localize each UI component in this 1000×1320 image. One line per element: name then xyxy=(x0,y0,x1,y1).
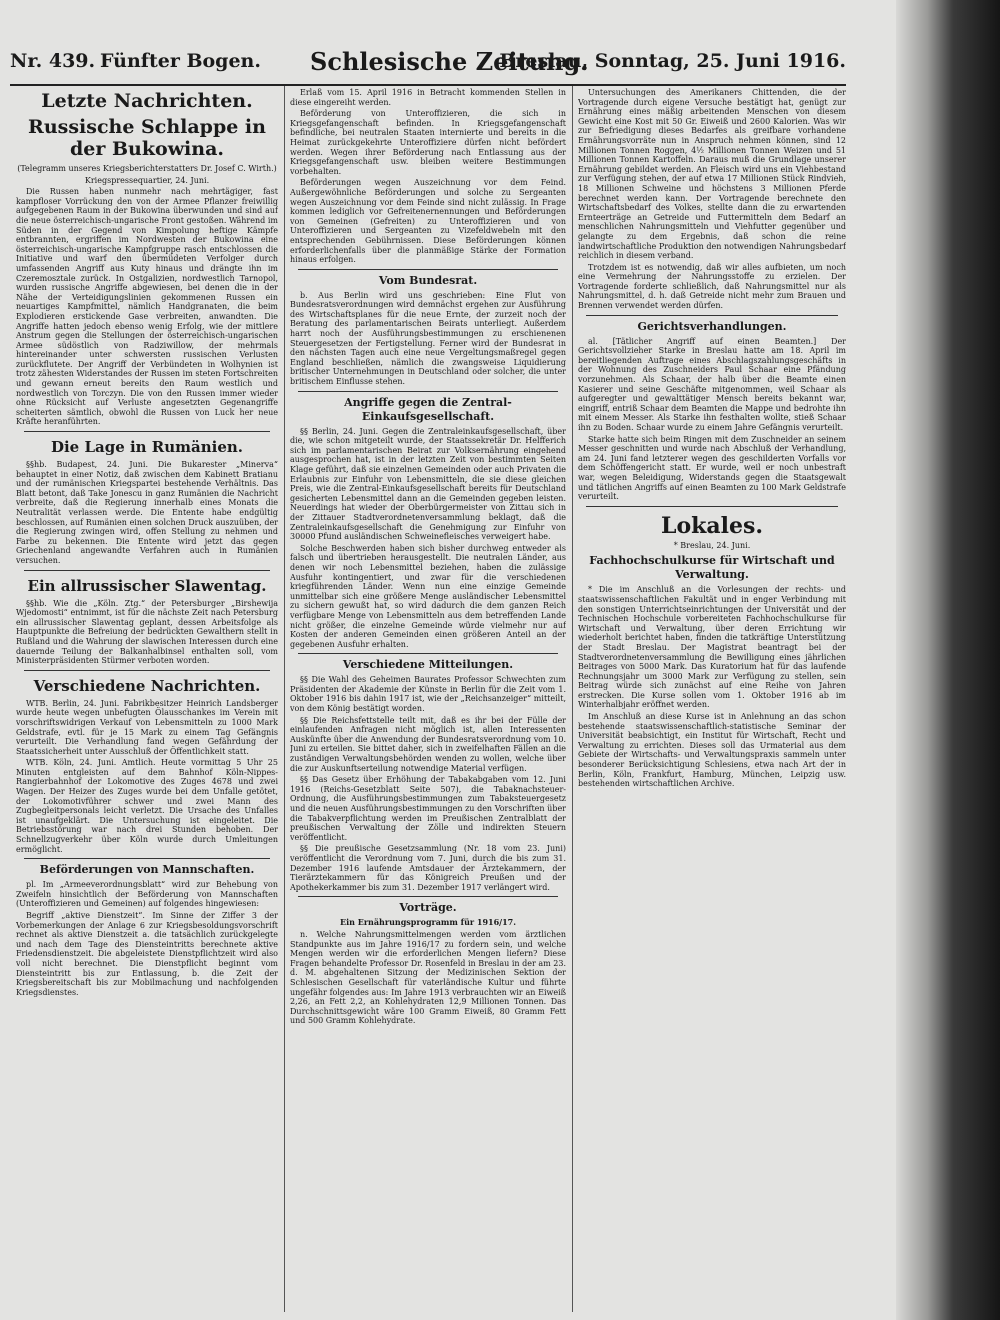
article-paragraph: Solche Beschwerden haben sich bisher durchweg entweder als falsch und übertrieben herausgestellt. Die neutralen Länder, aus denen wir noch Lebensmittel beziehen, haben die zulässige Ausfuhr kontingentiert, und zwar für die verschiedenen kriegführenden Länder. Wenn nun eine einzige Gemeinde unmittelbar sich eine größere Menge ausländischer Lebensmittel zu sichern gewußt hat, so wird dadurch die dem ganzen Reich verfügbare Menge von Lebensmitteln aus dem betreffenden Lande nicht größer, die einzelne Gemeinde würde vielmehr nur auf Kosten der anderen Gemeinden einen größeren Anteil an der gegebenen Ausfuhr erhalten. xyxy=(290,543,566,649)
article-paragraph: pl. Im „Armeeverordnungsblatt“ wird zur Behebung von Zweifeln hinsichtlich der Beförderung von Mannschaften (Unteroffizieren und Gemeinen) auf folgendes hingewiesen: xyxy=(16,880,278,909)
article-paragraph: WTB. Berlin, 24. Juni. Fabrikbesitzer Heinrich Landsberger wurde heute wegen unbefugten Ölausschankes im Verein mit vorschriftswidrigen Verkauf von Lebensmitteln zu 1000 Mark Geldstrafe, evtl. für je 15 Mark zu einem Tag Gefängnis verurteilt. Die Verhandlung fand wegen Gefährdung der Staatssicherheit unter Ausschluß der Öffentlichkeit statt. xyxy=(16,698,278,756)
article-headline: Vom Bundesrat. xyxy=(378,273,478,287)
divider xyxy=(24,431,270,432)
article-paragraph: Trotzdem ist es notwendig, daß wir alles aufbieten, um noch eine Vermehrung der Nahrungsstoffe zu erzielen. Der Vortragende forderte schließlich, daß Nahrungsmittel nur als Nahrungsmittel, d. h. daß Getreide nicht mehr zum Brauen und Brennen verwendet werden dürfen. xyxy=(578,262,846,311)
article-paragraph: §§ Die Wahl des Geheimen Baurates Professor Schwechten zum Präsidenten der Akademie der Künste in Berlin für die Zeit vom 1. Oktober 1916 bis dahin 1917 ist, wie der „Reichsanzeiger“ mitteilt, von dem König bestätigt worden. xyxy=(290,675,566,714)
divider xyxy=(298,391,558,392)
article-paragraph: Erlaß vom 15. April 1916 in Betracht kommenden Stellen in diese eingereiht werden. xyxy=(290,88,566,107)
article-paragraph: al. [Tätlicher Angriff auf einen Beamten.] Der Gerichtsvollzieher Starke in Breslau hatte am 18. April im bereitliegenden Auftrage eines Abschlagszahlungsgeschäfts in der Wohnung des Zuschneiders Paul Schaar eine Pfändung vorzunehmen. Als Schaar, der halb über die Beamte einen Kasierer und seine Geschäfte mitgenommen, weil Schaar als aufgeregter und gewalttätiger Mensch bereits bekannt war, eingriff, entriß Schaar dem Beamten die Mappe und bedrohte ihn mit einem Messer. Als Starke ihn festhalten wollte, stieß Schaar ihn zu Boden. Schaar wurde zu einem Jahre Gefängnis verurteilt. xyxy=(578,336,846,432)
masthead xyxy=(10,44,846,84)
column-rule xyxy=(284,86,285,1312)
article-paragraph: Beförderung von Unteroffizieren, die sich in Kriegsgefangenschaft befinden. In Kriegsgefangenschaft befindliche, bei neutralen Staaten internierte und bereits in die Heimat zurückgekehrte Unteroffiziere dürfen nicht befördert werden. Wegen ihrer Beförderung nach Entlassung aus der Kriegsgefangenschaft usw. bleiben weitere Bestimmungen vorbehalten. xyxy=(290,109,566,176)
divider xyxy=(298,896,558,897)
book-binding-edge xyxy=(896,0,1000,1320)
divider xyxy=(586,315,838,316)
edition-label: Fünfter Bogen. xyxy=(100,50,261,72)
masthead-rule xyxy=(10,84,846,86)
article-headline: Fachhochschulkurse für Wirtschaft und Verwaltung. xyxy=(589,554,835,582)
article-paragraph: b. Aus Berlin wird uns geschrieben: Eine Flut von Bundesratsverordnungen wird demnächst ergehen zur Ausführung des Wirtschaftsplanes für die neue Ernte, der zurzeit noch der Beratung des parlamentarischen Beirats unterliegt. Außerdem harrt noch der Ausführungsbestimmungen zu erschienenen Steuergesetzen der Fertigstellung. Ferner wird der Bundesrat in den nächsten Tagen auch eine neue Vergeltungsmaßregel gegen England beschließen, nämlich die zwangsweise Liquidierung britischer Unternehmungen in Deutschland oder solcher, die unter britischem Einflusse stehen. xyxy=(290,290,566,387)
article-headline: Ein Ernährungsprogramm für 1916/17. xyxy=(339,917,517,928)
article-paragraph: Begriff „aktive Dienstzeit“. Im Sinne der Ziffer 3 der Vorbemerkungen der Anlage 6 zur Kriegsbesoldungsvorschrift rechnet als aktive Dienstzeit a. die tatsächlich zurückgelegte und nach dem Tage des Diensteintritts berechnete aktive Friedensdienstzeit. Die abgeleistete Dienstpflichtzeit wird also voll nicht berechnet. Die Dienstpflicht beginnt vom Diensteintritt bis zur Entlassung, b. die Zeit der Kriegsbereitschaft bis zur Mobilmachung und nachfolgenden Kriegsdienstes. xyxy=(16,911,278,997)
article-paragraph: §§ Berlin, 24. Juni. Gegen die Zentraleinkaufsgesellschaft, über die, wie schon mitgeteilt wurde, der Staatssekretär Dr. Helfferich sich im parlamentarischen Beirat zur Volksernährung eingehend ausgesprochen hat, ist in der letzten Zeit von bestimmten Seiten Klage geführt, daß sie einzelnen Gemeinden oder auch Privaten die Erlaubnis zur Einfuhr von Lebensmitteln, die sie diese gleichen Preis, wie die Zentral-Einkaufsgesellschaft bereits für Deutschland gesicherten Lebensmittel dann an die Gemeinden gegeben leisten. Neuerdings hat wieder der Oberbürgermeister von Zittau sich in der Zittauer Stadtverordnetenversammlung beklagt, daß die Zentraleinkaufsgesellschaft die Genehmigung zur Einfuhr von 30000 Pfund ausländischen Schweinefleisches verweigert habe. xyxy=(290,426,566,542)
column-rule xyxy=(572,86,573,1312)
article-paragraph: Untersuchungen des Amerikaners Chittenden, die der Vortragende durch eigene Versuche bestätigt hat, genügt zur Ernährung eines mäßig arbeitenden Menschen von diesem Gewicht eine Kost mit 50 Gr. Eiweiß und 2600 Kalorien. Was wir zur Befriedigung dieses Bedarfes als greifbare vorhandene Ernährungsvorräte nun in Anspruch nehmen können, sind 12 Millionen Tonnen Roggen, 4½ Millionen Tonnen Weizen und 51 Millionen Tonnen Kartoffeln. Daraus muß die Grundlage unserer Ernährung gebildet werden. An Fleisch wird uns ein Viehbestand zur Verfügung stehen, der auf etwa 17 Millionen Stück Rindvieh, 18 Millionen Schweine und höchstens 3 Millionen Pferde berechnet werden kann. Der Vortragende berechnete den Wirtschaftsbedarf des Volkes, stellte dann die zu erwartenden Ernteerträge an Getreide und Futtermitteln dem Bedarf an menschlichen Nahrungsmitteln und Viehfutter gegenüber und gelangte zu dem Ergebnis, daß schon die reine landwirtschaftliche Produktion den notwendigen Nahrungsbedarf reichlich in diesem verband. xyxy=(578,88,846,261)
section-heading: Lokales. xyxy=(660,512,764,539)
article-paragraph: §§ Die Reichsfettstelle teilt mit, daß es ihr bei der Fülle der einlaufenden Anfragen nicht möglich ist, allen Interessenten Auskünfte über die Anwendung der Bundesratsverordnung vom 10. Juni zu erteilen. Sie bittet daher, sich in zweifelhaften Fällen an die zuständigen Verwaltungsbehörden wenden zu wollen, welche über die zur Auskunftserteilung notwendige Material verfügen. xyxy=(290,715,566,773)
divider xyxy=(586,506,838,507)
article-paragraph: §§hb. Wie die „Köln. Ztg.“ der Petersburger „Birshewija Wjedomosti“ entnimmt, ist für die nächste Zeit nach Petersburg ein allrussischer Slawentag geplant, dessen Arbeitsfolge als Hauptpunkte die Befreiung der bedrückten Gewalthern stellt in Rußland und die Wahrung der slawischen Interessen durch eine dauernde Teilung der Balkanhalbinsel enthalten soll, vom Ministerpräsidenten Stürmer verboten worden. xyxy=(16,598,278,666)
article-headline: Beförderungen von Mannschaften. xyxy=(39,863,255,877)
article-dateline: * Breslau, 24. Juni. xyxy=(673,540,751,550)
article-headline: Die Lage in Rumänien. xyxy=(50,438,244,457)
column-1 xyxy=(16,88,278,1312)
article-paragraph: * Die im Anschluß an die Vorlesungen der rechts- und staatswissenschaftlichen Fakultät und in enger Verbindung mit den sonstigen Unterrichtseinrichtungen der Universität und der Technischen Hochschule vorbereiteten Fachhochschulkurse für Wirtschaft und Verwaltung, über deren Errichtung wir wiederholt berichtet haben, finden die tatkräftige Unterstützung der Stadt Breslau. Der Magistrat beantragt bei der Stadtverordnetenversammlung die Bewilligung eines jährlichen Beitrages von 5000 Mark. Das Kuratorium hat für das laufende Rechnungsjahr um 3000 Mark zur Verfügung zu stellen, sein Beitrag würde sich zunächst auf eine Reihe von Jahren erstrecken. Die Kurse sollen vom 1. Oktober 1916 ab im Winterhalbjahr eröffnet werden. xyxy=(578,585,846,710)
telegram-note: (Telegramm unseres Kriegsberichterstatters Dr. Josef C. Wirth.) xyxy=(17,164,277,173)
divider xyxy=(298,269,558,270)
section-heading: Gerichtsverhandlungen. xyxy=(637,319,787,333)
divider xyxy=(24,570,270,571)
column-2 xyxy=(290,88,566,1312)
dateline: Breslau, Sonntag, 25. Juni 1916. xyxy=(499,50,846,72)
article-paragraph: §§hb. Budapest, 24. Juni. Die Bukarester „Minerva“ behauptet in einer Notiz, daß zwischen dem Kabinett Bratianu und der rumänischen Kriegspartei bestehende Verhältnis. Das Blatt betont, daß Take Jonescu in ganz Rumänien die Nachricht verbreite, daß die Regierung innerhalb eines Monats die Neutralität verlassen werde. Die Entente habe endgültig beschlossen, auf Rumänien einen solchen Druck auszuüben, der die Regierung zwingen wird, offen Stellung zu nehmen und Farbe zu bekennen. Die Entente wird jetzt das gegen Griechenland angewandte Verfahren auch in Rumänien versuchen. xyxy=(16,460,278,565)
article-paragraph: Die Russen haben nunmehr nach mehrtägiger, fast kampfloser Vorrückung den von der Armee Pflanzer freiwillig aufgegebenen Raum in der Bukowina überwunden und sind auf die neue österreichisch-ungarische Front gestoßen. Während im Süden in der Gegend von Kimpolung heftige Kämpfe entbrannten, ergriffen im Nordwesten der Bukowina eine österreichisch-ungarische Kampfgruppe rasch entschlossen die Initiative und warf den übermüdeten Verfolger durch umfassenden Angriff aus Kuty hinaus und drängte ihn im Czeremosztale zurück. In Ostgalizien, nordwestlich Tarnopol, wurden russische Angriffe abgewiesen, bei denen die in der Nähe der Verteidigungslinien gekommenen Russen ein neuartiges Kampfmittel, nämlich Handgranaten, die beim Explodieren erstickende Gase verbreiten, anwandten. Die Angriffe hatten jedoch ebenso wenig Erfolg, wie der mittlere Anstrum gegen die Stellungen der österreichisch-ungarischen Armee südöstlich von Radziwillow, der mehrmals hintereinander unter schwersten russischen Verlusten zurückflutete. Der Angriff der Verbündeten in Wolhynien ist trotz zähesten Widerstandes der Russen im steten Fortschreiten und gewann erneut bereits den Raum westlich und nordwestlich von Torczyn. Die von den Russen immer wieder ohne Rücksicht auf Verluste angesetzten Gegenangriffe scheiterten sämtlich, obwohl die Russen von Luck her neue Kräfte heranführten. xyxy=(16,187,278,427)
article-headline: Russische Schlappe in der Bukowina. xyxy=(28,116,266,160)
article-paragraph: n. Welche Nahrungsmittelmengen werden vom ärztlichen Standpunkte aus im Jahre 1916/17 zu fordern sein, und welche Mengen werden wir die erforderlichen Mengen liefern? Diese Fragen behandelte Professor Dr. Rosenfeld in Breslau in der am 23. d. M. abgehaltenen Sitzung der Medizinischen Sektion der Schlesischen Gesellschaft für vaterländische Kultur und führte ungefähr folgendes aus: Im Jahre 1913 verbrauchten wir an Eiweiß 2,26, an Fett 2,2, an Kohlehydraten 12,9 Millionen Tonnen. Das Durchschnittsgewicht wäre 100 Gramm Eiweiß, 80 Gramm Fett und 500 Gramm Kohlehydrate. xyxy=(290,929,566,1026)
article-paragraph: §§ Die preußische Gesetzsammlung (Nr. 18 vom 23. Juni) veröffentlicht die Verordnung vom 7. Juni, durch die bis zum 31. Dezember 1916 laufende Amtsdauer der Ärztekammern, der Tierärztekammern für das Königreich Preußen und der Apothekerkammer bis zum 31. Dezember 1917 verlängert wird. xyxy=(290,844,566,892)
article-dateline: Kriegspressequartier, 24. Juni. xyxy=(84,175,210,185)
article-headline: Verschiedene Nachrichten. xyxy=(33,676,261,695)
article-paragraph: Starke hatte sich beim Ringen mit dem Zuschneider an seinem Messer geschnitten und wurde nach Abschluß der Verhandlung, am 24. Juni fand letzterer wegen des geschilderten Vorfalls vor dem Schöffengericht statt. Er wurde, weil er noch unbestraft war, wegen Beleidigung, Widerstands gegen die Staatsgewalt und tätlichen Angriffs auf einen Beamten zu 100 Mark Geldstrafe verurteilt. xyxy=(578,434,846,502)
column-3 xyxy=(578,88,846,1312)
article-paragraph: WTB. Köln, 24. Juni. Amtlich. Heute vormittag 5 Uhr 25 Minuten entgleisten auf dem Bahnhof Köln-Nippes-Rangierbahnhof der Lokomotive des Zuges 4678 und zwei Wagen. Der Heizer des Zuges wurde bei dem Unfalle getötet, der Lokomotivführer schwer und zwei Mann des Zugbegleitpersonals leicht verletzt. Die Ursache des Unfalles ist unaufgeklärt. Die Untersuchung ist eingeleitet. Die Betriebsstörung war nach drei Stunden behoben. Der Schnellzugverkehr über Köln wurde durch Umleitungen ermöglicht. xyxy=(16,758,278,854)
section-heading: Vorträge. xyxy=(399,901,457,915)
divider xyxy=(24,670,270,671)
newspaper-title: Schlesische Zeitung. xyxy=(310,47,589,76)
article-headline: Ein allrussischer Slawentag. xyxy=(27,576,267,595)
article-paragraph: Im Anschluß an diese Kurse ist in Anlehnung an das schon bestehende staatswissenschaftlich-statistische Seminar der Universität beabsichtigt, ein Institut für Wirtschaft, Recht und Verwaltung zu errichten. Dieses soll das Urmaterial aus dem Gebiete der Wirtschafts- und Verwaltungspraxis sammeln unter besonderer Berücksichtigung Schlesiens, etwa nach Art der in Berlin, Köln, Frankfurt, Hamburg, München, Leipzig usw. bestehenden wirtschaftlichen Archive. xyxy=(578,712,846,789)
issue-number: Nr. 439. xyxy=(10,50,96,72)
divider xyxy=(298,653,558,654)
article-paragraph: Beförderungen wegen Auszeichnung vor dem Feind. Außergewöhnliche Beförderungen und solche zu Sergeanten wegen Auszeichnung vor dem Feinde sind nicht zulässig. In Frage kommen lediglich vor Gefreitenernennungen und Beförderungen von Gemeinen (Gefreiten) zu Unteroffizieren und von Unteroffizieren und Sergeanten zu Vizefeldwebeln mit den entsprechenden Gebührnissen. Diese Beförderungen können erforderlichenfalls über die planmäßige Stärke der Formation hinaus erfolgen. xyxy=(290,178,566,265)
article-paragraph: §§ Das Gesetz über Erhöhung der Tabakabgaben vom 12. Juni 1916 (Reichs-Gesetzblatt Seite 507), die Tabaknachsteuer-Ordnung, die Ausführungsbestimmungen zum Tabaksteuergesetz und die neuen Ausführungsbestimmungen zu den Vorschriften über die Tabakverpflichtung werden im Preußischen Zentralblatt der preußischen Verwaltung der Zölle und indirekten Steuern veröffentlicht. xyxy=(290,775,566,842)
article-headline: Angriffe gegen die Zentral-Einkaufsgesellschaft. xyxy=(344,395,512,423)
divider xyxy=(24,858,270,859)
article-headline: Verschiedene Mitteilungen. xyxy=(342,658,514,672)
section-heading: Letzte Nachrichten. xyxy=(41,90,253,112)
